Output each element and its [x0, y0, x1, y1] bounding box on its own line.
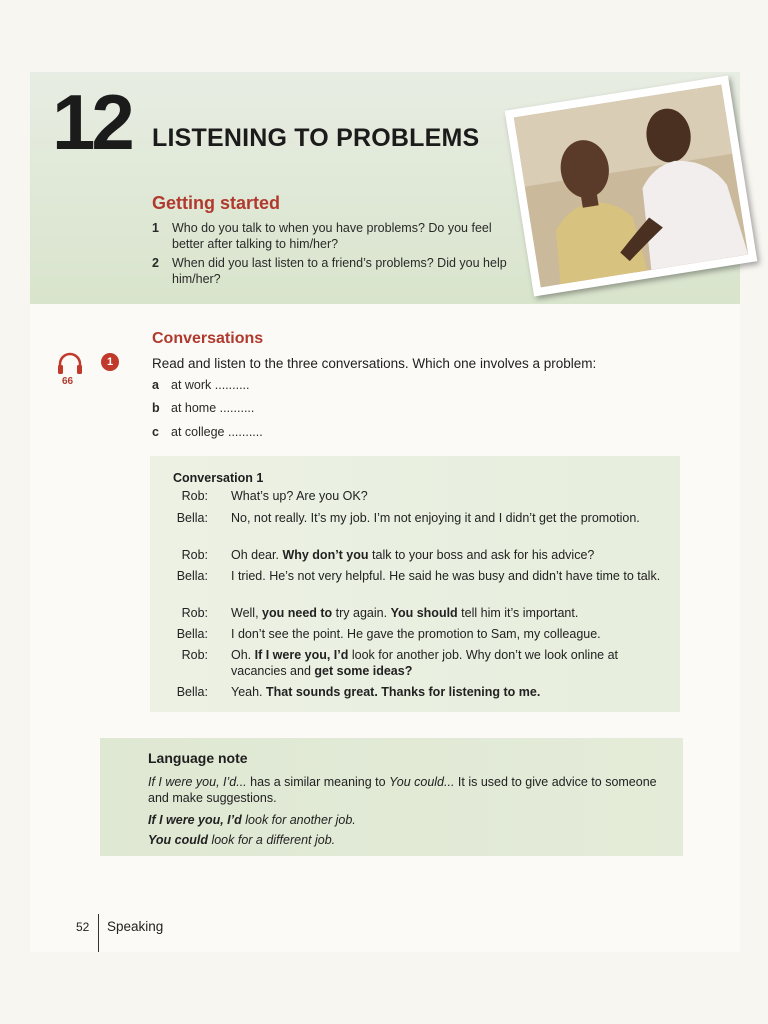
dialogue-line: No, not really. It’s my job. I’m not enjoying it and I didn’t get the promotion.	[231, 511, 640, 525]
dialogue-line: What’s up? Are you OK?	[231, 489, 368, 503]
audio-track-number: 66	[62, 376, 74, 387]
option-letter: a	[152, 378, 159, 392]
option-letter: c	[152, 425, 159, 439]
language-note-title: Language note	[148, 750, 248, 766]
footer-divider	[98, 914, 99, 952]
dialogue-line: Yeah. That sounds great. Thanks for listening to me.	[231, 685, 541, 699]
speaker-label: Bella:	[176, 511, 208, 525]
dialogue-line: Well, you need to try again. You should tell him it’s important.	[231, 606, 579, 620]
speaker-label: Rob:	[181, 648, 208, 662]
footer-section-label: Speaking	[107, 919, 164, 934]
page-number: 52	[76, 920, 90, 934]
option-text: at home ..........	[171, 401, 255, 415]
speaker-label: Bella:	[176, 569, 208, 583]
dialogue-line: Oh dear. Why don’t you talk to your boss and ask for his advice?	[231, 548, 595, 562]
speaker-label: Bella:	[176, 685, 208, 699]
question-text: Who do you talk to when you have problems? Do you feel better after talking to him/her?	[172, 221, 492, 251]
photo-image	[514, 85, 748, 288]
question-2	[152, 255, 522, 287]
headphones-icon[interactable]	[56, 352, 84, 376]
dialogue-line: I tried. He’s not very helpful. He said he was busy and didn’t have time to talk.	[231, 569, 661, 583]
question-1	[152, 220, 522, 252]
option-text: at college ..........	[171, 425, 263, 439]
option-text: at work ..........	[171, 378, 250, 392]
language-note-example-2: You could look for a different job.	[148, 833, 336, 847]
option-c	[152, 425, 263, 439]
dialogue-line: I don’t see the point. He gave the promotion to Sam, my colleague.	[231, 627, 601, 641]
getting-started-heading: Getting started	[152, 193, 281, 213]
exercise-instruction: Read and listen to the three conversations. Which one involves a problem:	[152, 356, 597, 371]
two-men-talking-illustration	[514, 85, 748, 288]
unit-number: 12	[52, 78, 131, 166]
speaker-label: Rob:	[181, 489, 208, 503]
speaker-label: Bella:	[176, 627, 208, 641]
language-note-explanation: If I were you, I’d... has a similar meaning to You could... It is used to give advice to someone and make suggestions.	[148, 775, 657, 805]
conversation-title: Conversation 1	[173, 471, 264, 485]
conversations-heading: Conversations	[152, 330, 264, 347]
unit-photo	[505, 75, 758, 296]
language-note-example-1: If I were you, I’d look for another job.	[148, 813, 356, 827]
speaker-label: Rob:	[181, 606, 208, 620]
option-a	[152, 378, 250, 392]
option-letter: b	[152, 401, 160, 415]
option-b	[152, 401, 254, 415]
question-text: When did you last listen to a friend’s problems? Did you help him/her?	[172, 256, 507, 286]
dialogue-line: Oh. If I were you, I’d look for another job. Why don’t we look online at vacancies and get some ideas?	[231, 648, 619, 678]
question-number: 2	[152, 256, 159, 270]
exercise-number-badge: 1	[101, 353, 119, 371]
question-number: 1	[152, 221, 159, 235]
speaker-label: Rob:	[181, 548, 208, 562]
unit-title: LISTENING TO PROBLEMS	[152, 124, 480, 152]
